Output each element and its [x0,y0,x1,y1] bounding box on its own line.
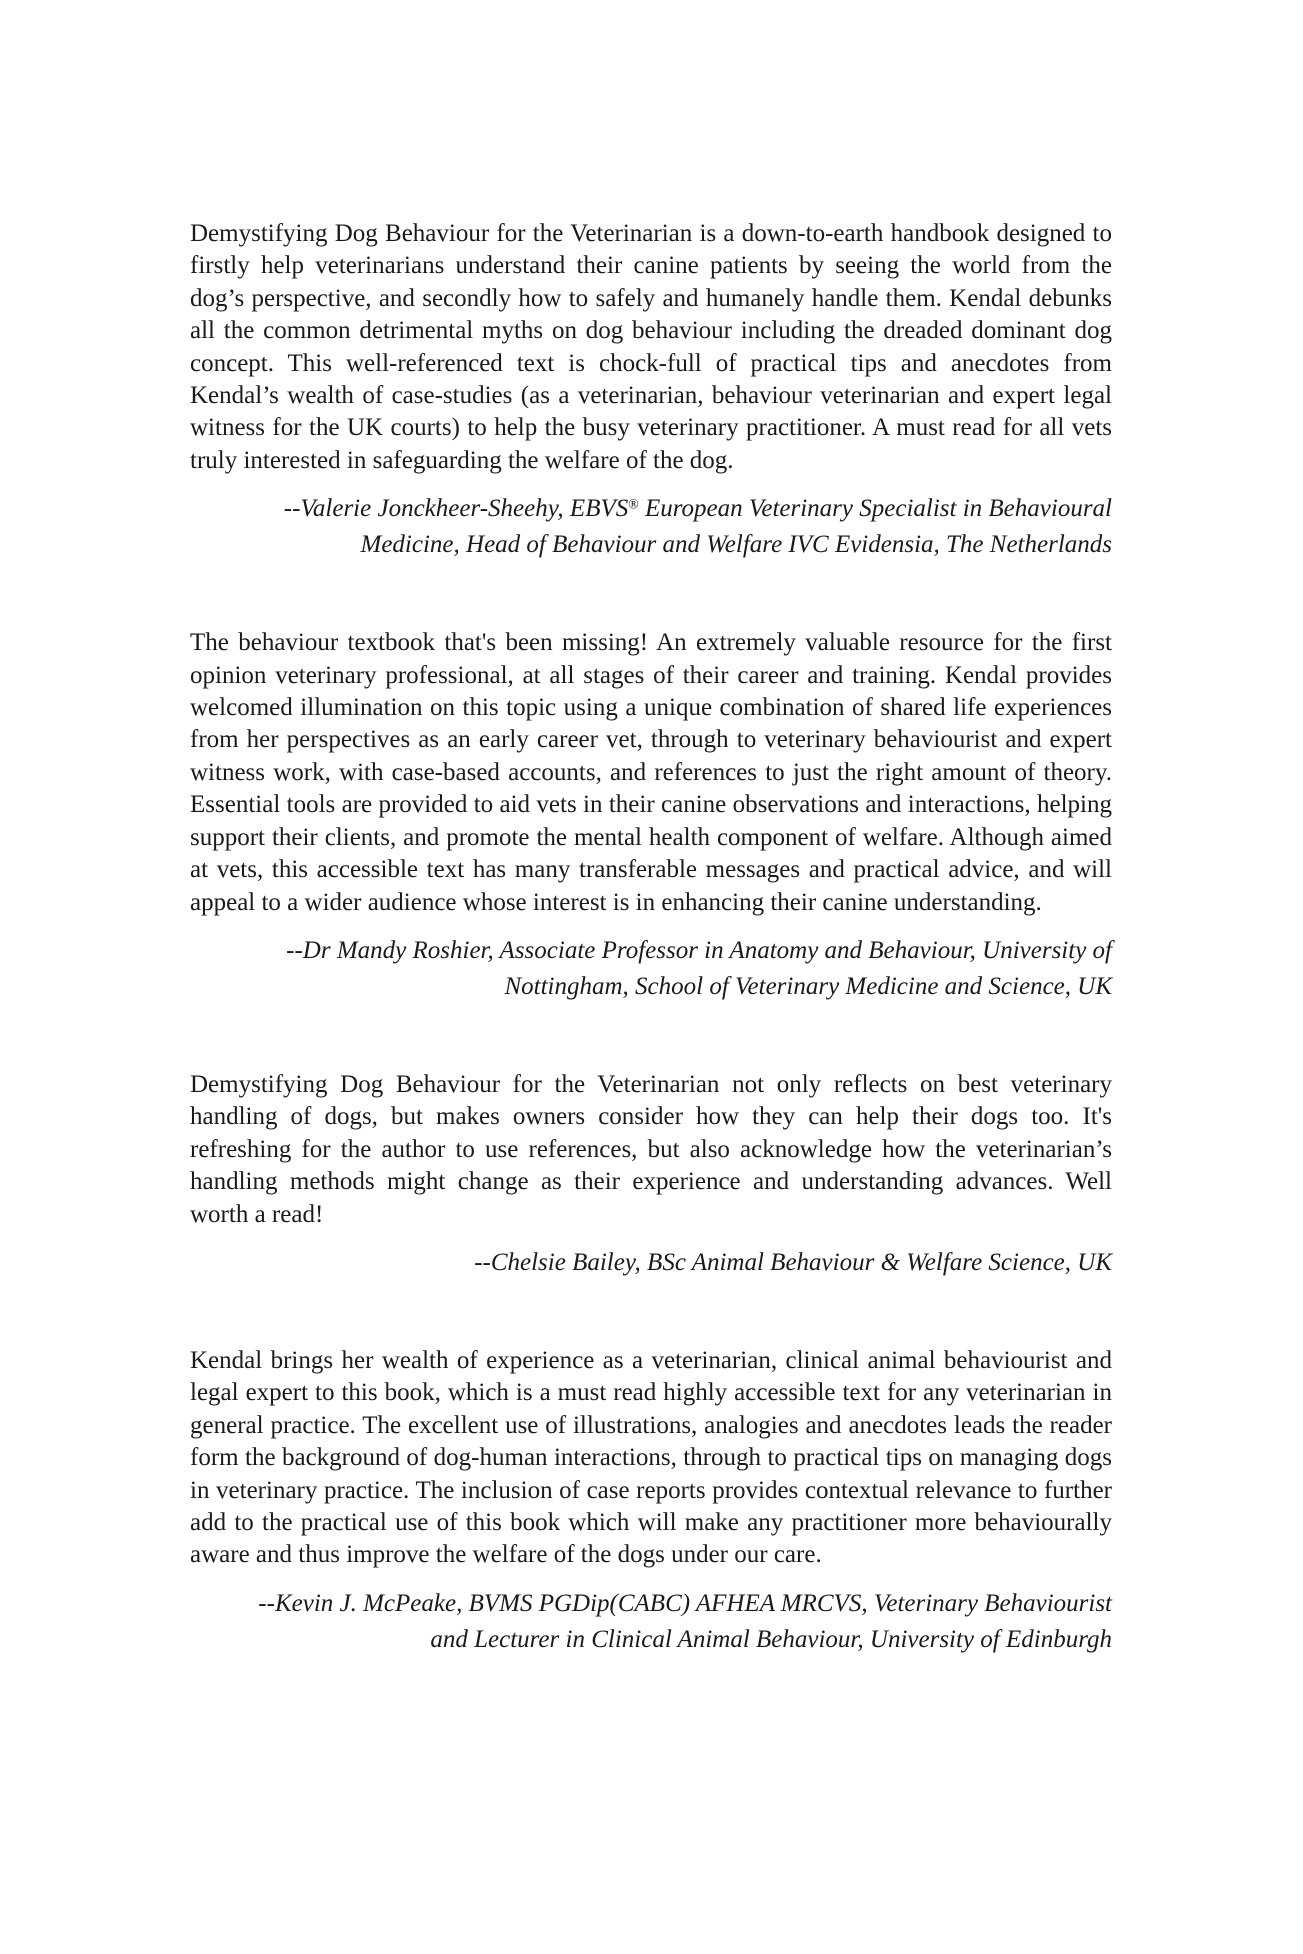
attribution-text: --Valerie Jonckheer-Sheehy, EBVS [283,495,629,523]
endorsement-1 [190,218,1112,563]
attribution-line: and Lecturer in Clinical Animal Behaviour, University of Edinburgh [430,1625,1112,1653]
attribution-text: European Veterinary Specialist in Behavioural [638,495,1112,523]
endorsement-quote: The behaviour textbook that's been missing! An extremely valuable resource for the first opinion veterinary professional, at all stages of their career and training. Kendal provides welcomed illumination on this topic using a unique combination of shared life experiences from her perspectives as an early career vet, through to veterinary behaviourist and expert witness work, with case-based accounts, and references to just the right amount of theory. Essential tools are provided to aid vets in their canine observations and interactions, helping support their clients, and promote the mental health component of welfare. Although aimed at vets, this accessible text has many transferable messages and practical advice, and will appeal to a wider audience whose interest is in enhancing their canine understanding. [190,629,1112,916]
attribution-line: Nottingham, School of Veterinary Medicine and Science, UK [504,972,1112,1000]
attribution-line: --Chelsie Bailey, BSc Animal Behaviour & Welfare Science, UK [474,1248,1112,1276]
attribution-line [190,491,1112,527]
endorsement-attribution [190,933,1112,1005]
attribution-line: --Kevin J. McPeake, BVMS PGDip(CABC) AFHEA MRCVS, Veterinary Behaviourist [258,1589,1112,1617]
attribution-line: --Dr Mandy Roshier, Associate Professor in Anatomy and Behaviour, University of [286,936,1112,964]
endorsement-2 [190,627,1112,1005]
attribution-line: Medicine, Head of Behaviour and Welfare IVC Evidensia, The Netherlands [360,531,1112,559]
endorsement-attribution [190,1245,1112,1281]
endorsement-3 [190,1069,1112,1281]
endorsement-quote: Demystifying Dog Behaviour for the Veterinarian is a down-to-earth handbook designed to firstly help veterinarians understand their canine patients by seeing the world from the dog’s perspective, and secondly how to safely and humanely handle them. Kendal debunks all the common detrimental myths on dog behaviour including the dreaded dominant dog concept. This well-referenced text is chock-full of practical tips and anecdotes from Kendal’s wealth of case-studies (as a veterinarian, behaviour veterinarian and expert legal witness for the UK courts) to help the busy veterinary practitioner. A must read for all vets truly interested in safeguarding the welfare of the dog. [190,220,1112,474]
endorsement-attribution [190,1586,1112,1658]
endorsement-attribution [190,491,1112,563]
endorsement-quote: Kendal brings her wealth of experience as a veterinarian, clinical animal behaviourist and legal expert to this book, which is a must read highly accessible text for any veterinarian in general practice. The excellent use of illustrations, analogies and anecdotes leads the reader form the background of dog-human interactions, through to practical tips on managing dogs in veterinary practice. The inclusion of case reports provides contextual relevance to further add to the practical use of this book which will make any practitioner more behaviourally aware and thus improve the welfare of the dogs under our care. [190,1346,1112,1569]
registered-mark: ® [628,496,639,512]
endorsement-4 [190,1345,1112,1658]
endorsement-quote: Demystifying Dog Behaviour for the Veterinarian not only reflects on best veterinary handling of dogs, but makes owners consider how they can help their dogs too. It's refreshing for the author to use references, but also acknowledge how the veterinarian’s handling methods might change as their experience and understanding advances. Well worth a read! [190,1070,1112,1228]
endorsements-page [190,218,1112,1658]
